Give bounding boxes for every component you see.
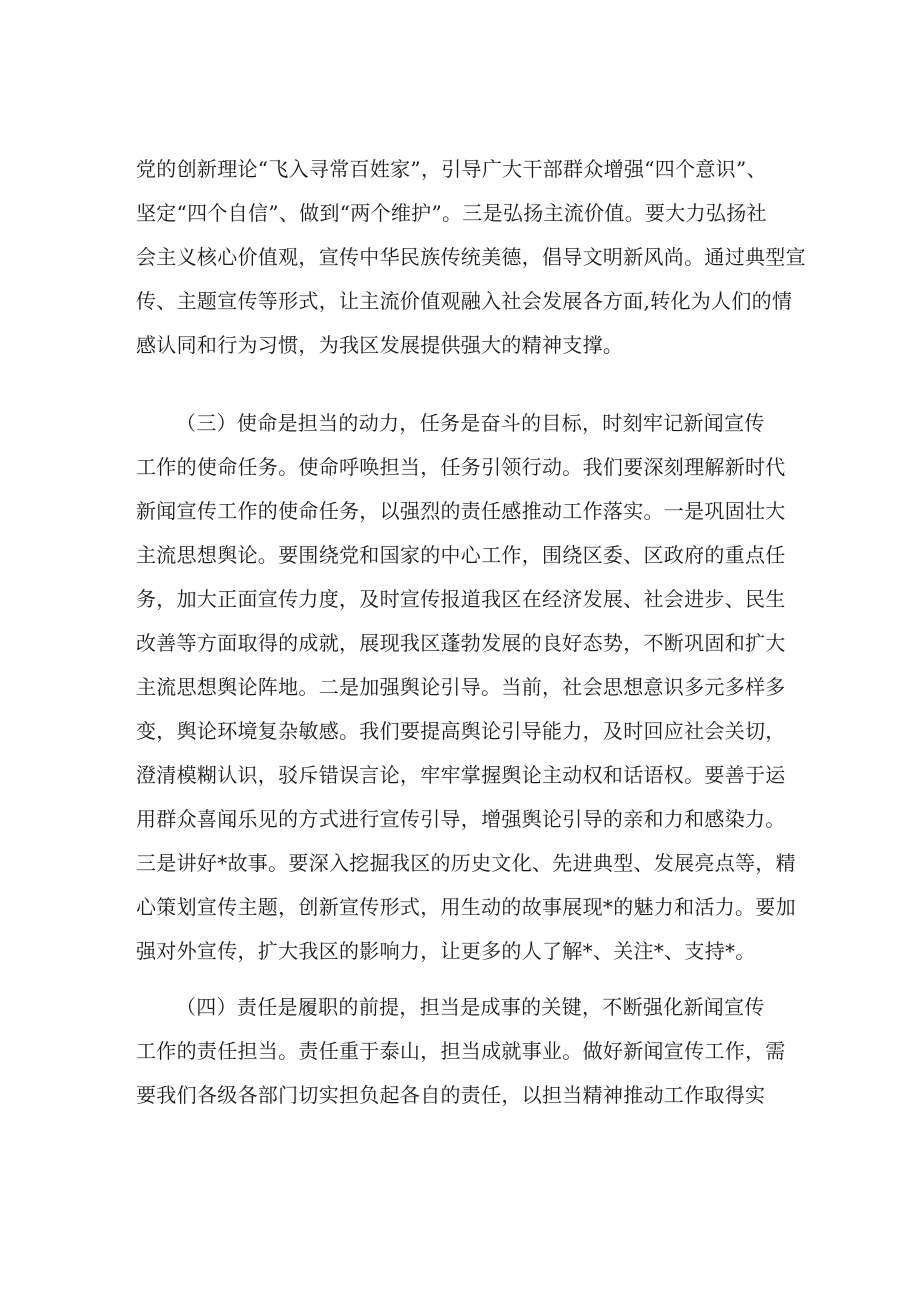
- paragraph-four-first-line: （四）责任是履职的前提，担当是成事的关键，不断强化新闻宣传: [176, 995, 765, 1019]
- paragraph-three-first-line: （三）使命是担当的动力，任务是奋斗的目标，时刻牢记新闻宣传: [176, 411, 765, 435]
- text-line: 改善等方面取得的成就，展现我区蓬勃发展的良好态势，不断巩固和扩大: [136, 631, 786, 655]
- text-line: 主流思想舆论。要围绕党和国家的中心工作，围绕区委、区政府的重点任: [136, 543, 786, 567]
- text-line: 强对外宣传，扩大我区的影响力，让更多的人了解*、关注*、支持*。: [136, 939, 756, 963]
- text-line: 用群众喜闻乐见的方式进行宣传引导，增强舆论引导的亲和力和感染力。: [136, 807, 786, 831]
- text-line: 感认同和行为习惯，为我区发展提供强大的精神支撑。: [136, 333, 624, 357]
- text-line: 工作的使命任务。使命呼唤担当，任务引领行动。我们要深刻理解新时代: [136, 455, 786, 479]
- text-line: 传、主题宣传等形式，让主流价值观融入社会发展各方面,转化为人们的情: [136, 289, 793, 313]
- text-line: 心策划宣传主题，创新宣传形式，用生动的故事展现*的魅力和活力。要加: [136, 895, 796, 919]
- text-line: 会主义核心价值观，宣传中华民族传统美德，倡导文明新风尚。通过典型宣: [136, 245, 806, 269]
- text-line: 主流思想舆论阵地。二是加强舆论引导。当前，社会思想意识多元多样多: [136, 675, 786, 699]
- text-line: 务，加大正面宣传力度，及时宣传报道我区在经济发展、社会进步、民生: [136, 587, 786, 611]
- text-line: 工作的责任担当。责任重于泰山，担当成就事业。做好新闻宣传工作，需: [136, 1039, 786, 1063]
- text-line: 变，舆论环境复杂敏感。我们要提高舆论引导能力，及时回应社会关切，: [136, 719, 786, 743]
- text-line: 要我们各级各部门切实担负起各自的责任，以担当精神推动工作取得实: [136, 1083, 766, 1107]
- text-line: 党的创新理论“飞入寻常百姓家”，引导广大干部群众增强“四个意识”、: [136, 157, 767, 181]
- text-line: 澄清模糊认识，驳斥错误言论，牢牢掌握舆论主动权和话语权。要善于运: [136, 763, 786, 787]
- text-line: 新闻宣传工作的使命任务，以强烈的责任感推动工作落实。一是巩固壮大: [136, 499, 786, 523]
- text-line: 坚定“四个自信”、做到“两个维护”。三是弘扬主流价值。要大力弘扬社: [136, 201, 767, 225]
- text-line: 三是讲好*故事。要深入挖掘我区的历史文化、先进典型、发展亮点等，精: [136, 851, 796, 875]
